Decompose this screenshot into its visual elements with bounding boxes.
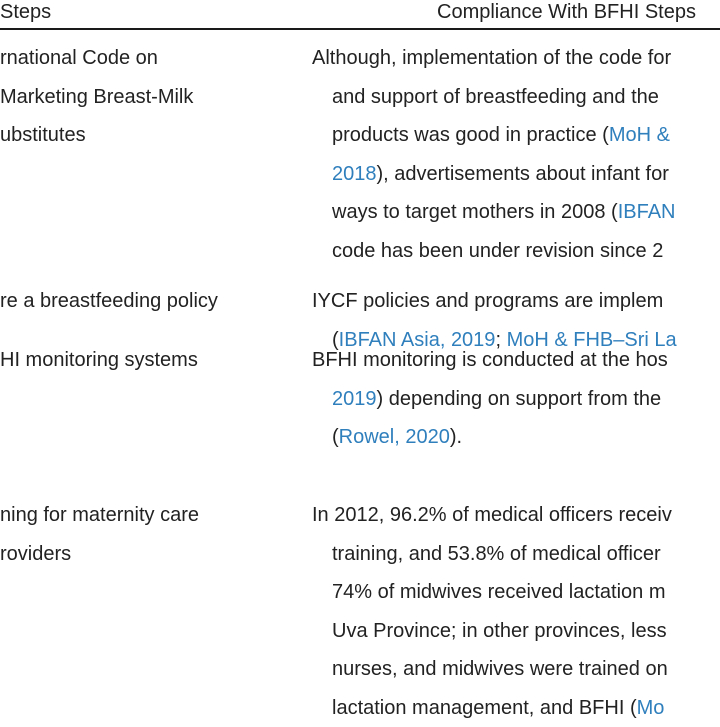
- reference-link[interactable]: 2019: [332, 388, 377, 410]
- row-4-compliance: [312, 496, 672, 727]
- compliance-text: products was good in practice (: [332, 124, 609, 146]
- compliance-text: ).: [450, 426, 462, 448]
- compliance-text: Uva Province; in other provinces, less: [332, 620, 667, 642]
- compliance-text: Although, implementation of the code for: [312, 47, 671, 69]
- step-line: roviders: [0, 535, 199, 574]
- step-line: ubstitutes: [0, 116, 193, 155]
- header-steps: Steps: [0, 0, 51, 24]
- compliance-text: IYCF policies and programs are implem: [312, 290, 663, 312]
- row-1-step: [0, 39, 193, 155]
- step-line: rnational Code on: [0, 39, 193, 78]
- compliance-line: [312, 116, 676, 155]
- compliance-text: (: [332, 329, 339, 351]
- compliance-line: [312, 155, 676, 194]
- compliance-line: [312, 496, 672, 535]
- row-2-step: [0, 282, 218, 321]
- compliance-text: BFHI monitoring is conducted at the hos: [312, 349, 668, 371]
- reference-link[interactable]: MoH &: [609, 124, 670, 146]
- compliance-line: [312, 612, 672, 651]
- compliance-line: [312, 341, 668, 380]
- step-line: ning for maternity care: [0, 496, 199, 535]
- compliance-text: training, and 53.8% of medical officer: [332, 543, 661, 565]
- compliance-line: [312, 689, 672, 727]
- reference-link[interactable]: 2018: [332, 163, 377, 185]
- compliance-line: [312, 39, 676, 78]
- compliance-line: [312, 535, 672, 574]
- compliance-text: ;: [495, 329, 506, 351]
- header-rule: [0, 28, 720, 30]
- compliance-line: [312, 282, 677, 321]
- row-3-compliance: [312, 341, 668, 457]
- compliance-text: code has been under revision since 2: [332, 240, 663, 262]
- compliance-line: [312, 573, 672, 612]
- compliance-text: 74% of midwives received lactation m: [332, 581, 665, 603]
- compliance-line: [312, 380, 668, 419]
- reference-link[interactable]: Rowel, 2020: [339, 426, 450, 448]
- reference-link[interactable]: IBFAN: [618, 201, 676, 223]
- reference-link[interactable]: Mo: [637, 697, 665, 719]
- compliance-line: [312, 78, 676, 117]
- compliance-line: [312, 418, 668, 457]
- compliance-text: and support of breastfeeding and the: [332, 86, 659, 108]
- step-line: re a breastfeeding policy: [0, 282, 218, 321]
- header-compliance: Compliance With BFHI Steps: [437, 0, 696, 24]
- compliance-text: ), advertisements about infant for: [377, 163, 669, 185]
- row-3-step: [0, 341, 198, 380]
- compliance-text: (: [332, 426, 339, 448]
- compliance-text: ) depending on support from the: [377, 388, 662, 410]
- compliance-text: In 2012, 96.2% of medical officers receiv: [312, 504, 672, 526]
- row-1-compliance: [312, 39, 676, 270]
- row-4-step: [0, 496, 199, 573]
- compliance-line: [312, 232, 676, 271]
- compliance-text: lactation management, and BFHI (: [332, 697, 637, 719]
- compliance-line: [312, 650, 672, 689]
- step-line: HI monitoring systems: [0, 341, 198, 380]
- compliance-line: [312, 193, 676, 232]
- step-line: Marketing Breast-Milk: [0, 78, 193, 117]
- reference-link[interactable]: IBFAN Asia, 2019: [339, 329, 496, 351]
- compliance-text: nurses, and midwives were trained on: [332, 658, 668, 680]
- compliance-text: ways to target mothers in 2008 (: [332, 201, 618, 223]
- reference-link[interactable]: MoH & FHB–Sri La: [507, 329, 677, 351]
